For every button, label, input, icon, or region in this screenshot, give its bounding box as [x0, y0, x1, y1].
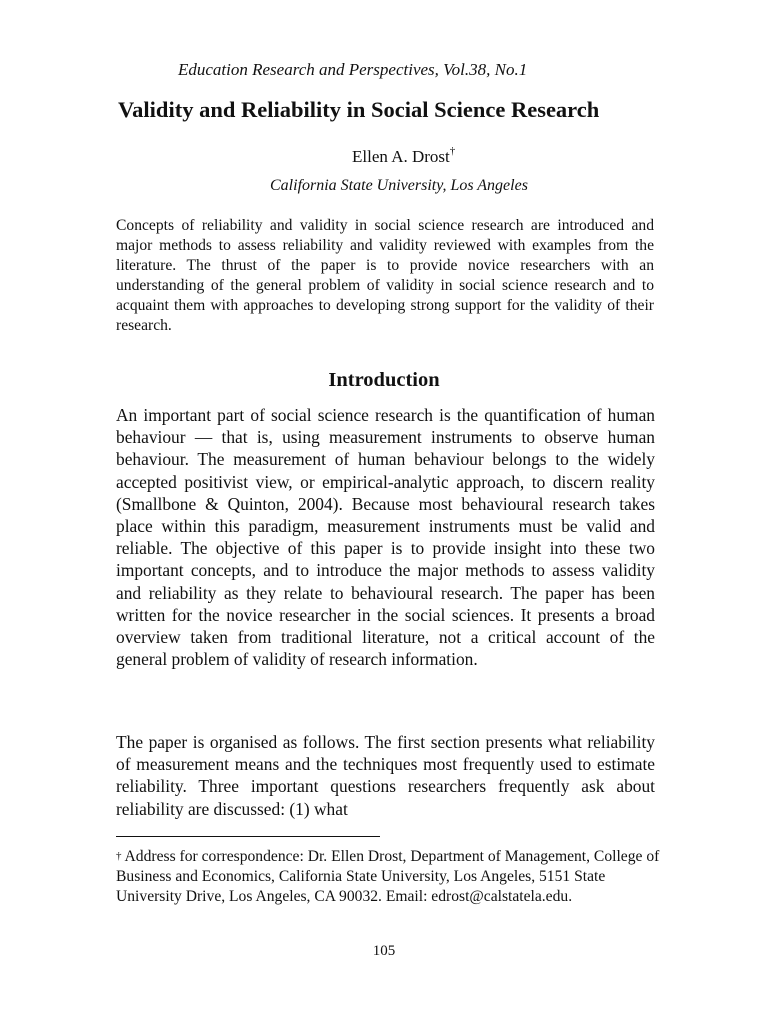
author-footnote-mark: † [449, 145, 456, 157]
page-number: 105 [372, 943, 396, 959]
footnote [116, 847, 661, 907]
footnote-mark: † [116, 850, 122, 862]
author-affiliation: California State University, Los Angeles [270, 177, 528, 194]
journal-header: Education Research and Perspectives, Vol.38, No.1 [178, 60, 528, 79]
body-paragraph: The paper is organised as follows. The first section presents what reliability of measurement means and the techniques most frequently used to estimate reliability. Three important questions researchers frequently ask about reliability are discussed: (1) what [116, 732, 655, 819]
abstract: Concepts of reliability and validity in social science research are introduced and major methods to assess reliability and validity reviewed with examples from the literature. The thrust of the paper is to provide novice researchers with an understanding of the general problem of validity in social science research and to acquaint them with approaches to developing strong support for the validity of their research. [116, 217, 654, 334]
body-paragraph: An important part of social science research is the quantification of human behaviour — that is, using measurement instruments to observe human behaviour. The measurement of human behaviour belongs to the widely accepted positivist view, or empirical-analytic approach, to discern reality (Smallbone & Quinton, 2004). Because most behavioural research takes place within this paradigm, measurement instruments must be valid and reliable. The objective of this paper is to provide insight into these two important concepts, and to introduce the major methods to assess validity and reliability as they relate to behavioural research. The paper has been written for the novice researcher in the social sciences. It presents a broad overview taken from traditional literature, not a critical account of the general problem of validity of research information. [116, 405, 655, 670]
footnote-text: Address for correspondence: Dr. Ellen Drost, Department of Management, College of Business and Economics, California State University, Los Angeles, 5151 State University Drive, Los Angeles, CA 90032. Email: edrost@calstatela.edu. [116, 848, 660, 905]
footnote-divider [116, 836, 380, 837]
article-title: Validity and Reliability in Social Science Research [118, 97, 600, 122]
section-heading-introduction: Introduction [328, 369, 440, 391]
author-line [352, 147, 455, 167]
author-name: Ellen A. Drost [352, 147, 450, 166]
